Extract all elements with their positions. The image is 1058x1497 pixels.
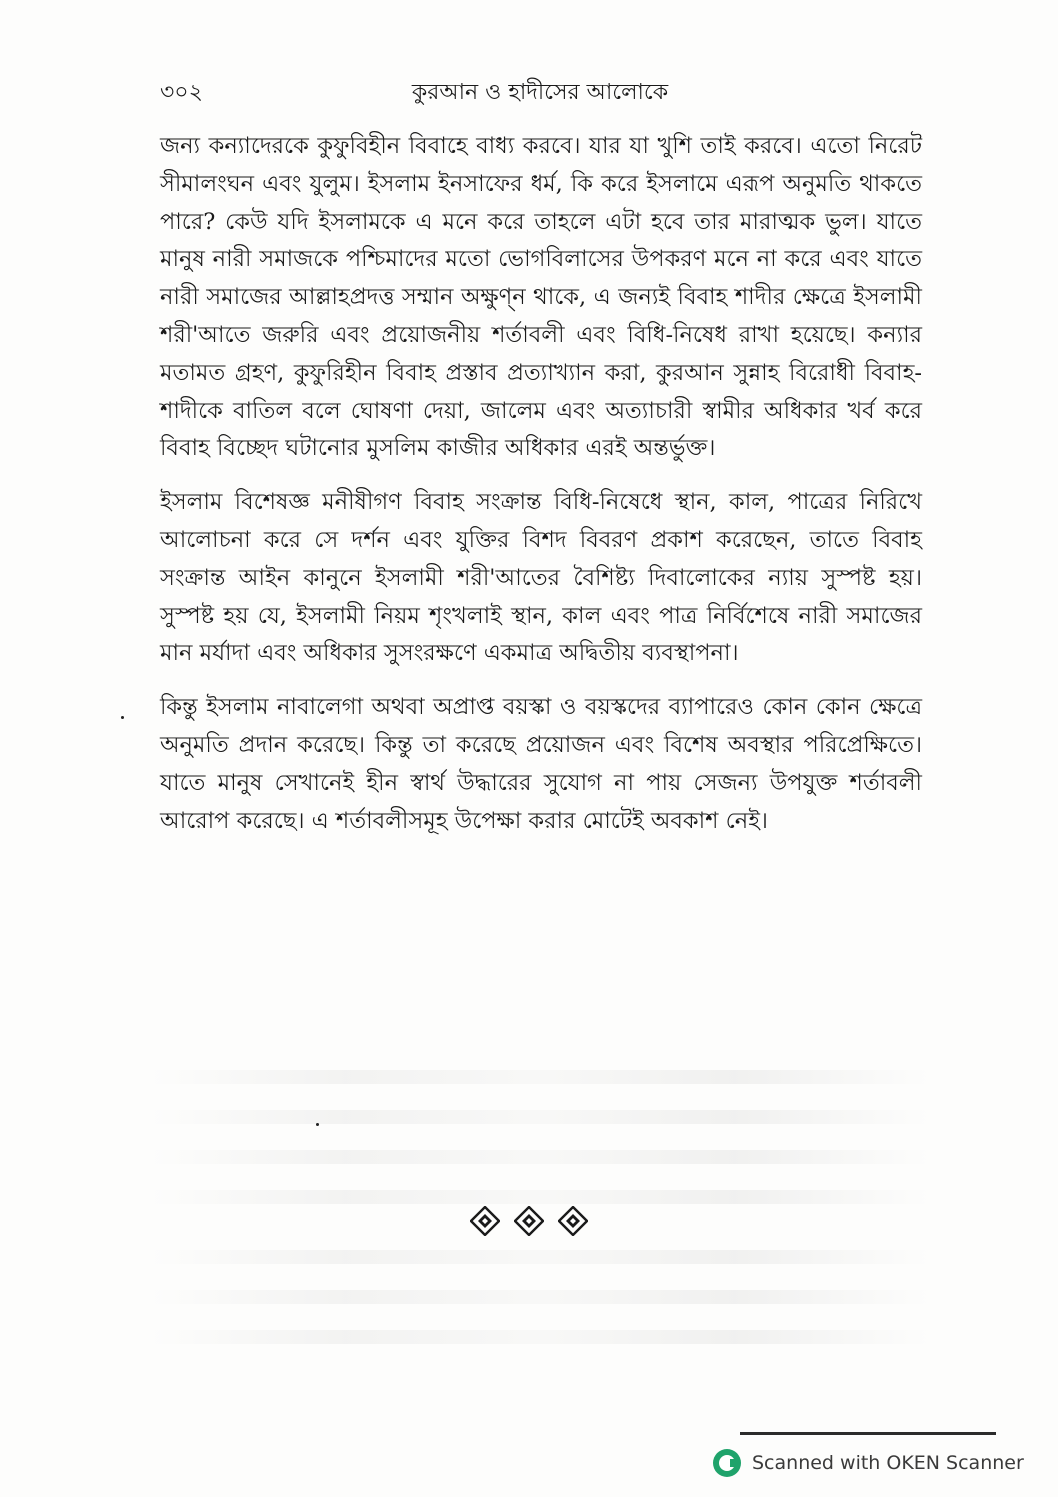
scanner-watermark [712, 1446, 1024, 1480]
page-header [160, 78, 920, 112]
diamond-ornament-icon [514, 1206, 544, 1236]
show-through-mark [150, 1070, 930, 1084]
paragraph: কিন্তু ইসলাম নাবালেগা অথবা অপ্রাপ্ত বয়স্কা ও বয়স্কদের ব্যাপারেও কোন কোন ক্ষেত্রে অনুমতি প্রদান করেছে। কিন্তু তা করেছে প্রয়োজন এবং বিশেষ অবস্থার পরিপ্রেক্ষিতে। যাতে মানুষ সেখানেই হীন স্বার্থ উদ্ধারের সুযোগ না পায় সেজন্য উপযুক্ত শর্তাবলী আরোপ করেছে। এ শর্তাবলীসমূহ উপেক্ষা করার মোটেই অবকাশ নেই। [160, 694, 922, 834]
diamond-ornament-icon [470, 1206, 500, 1236]
running-title: কুরআন ও হাদীসের আলোকে [411, 80, 669, 105]
show-through-mark [150, 1190, 930, 1204]
show-through-mark [150, 1110, 930, 1124]
dust-speck [316, 1123, 319, 1126]
show-through-mark [150, 1250, 930, 1264]
page-number: ৩০২ [160, 80, 203, 105]
scanner-label: Scanned with OKEN Scanner [752, 1452, 1024, 1474]
show-through-mark [150, 1330, 930, 1344]
oken-scanner-logo-icon [712, 1448, 742, 1478]
footer-rule [740, 1432, 996, 1435]
section-end-ornament [0, 1206, 1058, 1236]
diamond-ornament-icon [558, 1206, 588, 1236]
show-through-mark [150, 1290, 930, 1304]
paragraph: জন্য কন্যাদেরকে কুফুবিহীন বিবাহে বাধ্য করবে। যার যা খুশি তাই করবে। এতো নিরেট সীমালংঘন এবং যুলুম। ইসলাম ইনসাফের ধর্ম, কি করে ইসলামে এরূপ অনুমতি থাকতে পারে? কেউ যদি ইসলামকে এ মনে করে তাহলে এটা হবে তার মারাত্মক ভুল। যাতে মানুষ নারী সমাজকে পশ্চিমাদের মতো ভোগবিলাসের উপকরণ মনে না করে এবং যাতে নারী সমাজের আল্লাহপ্রদত্ত সম্মান অক্ষুণ্ন থাকে, এ জন্যই বিবাহ শাদীর ক্ষেত্রে ইসলামী শরী'আতে জরুরি এবং প্রয়োজনীয় শর্তাবলী এবং বিধি-নিষেধ রাখা হয়েছে। কন্যার মতামত গ্রহণ, কুফুরিহীন বিবাহ প্রস্তাব প্রত্যাখ্যান করা, কুরআন সুন্নাহ বিরোধী বিবাহ-শাদীকে বাতিল বলে ঘোষণা দেয়া, জালেম এবং অত্যাচারী স্বামীর অধিকার খর্ব করে বিবাহ বিচ্ছেদ ঘটানোর মুসলিম কাজীর অধিকার এরই অন্তর্ভুক্ত। [160, 133, 922, 462]
dust-speck [121, 716, 124, 719]
show-through-mark [150, 1150, 930, 1164]
paragraph: ইসলাম বিশেষজ্ঞ মনীষীগণ বিবাহ সংক্রান্ত বিধি-নিষেধে স্থান, কাল, পাত্রের নিরিখে আলোচনা করে সে দর্শন এবং যুক্তির বিশদ বিবরণ প্রকাশ করেছেন, তাতে বিবাহ সংক্রান্ত আইন কানুনে ইসলামী শরী'আতের বৈশিষ্ট্য দিবালোকের ন্যায় সুস্পষ্ট হয়। সুস্পষ্ট হয় যে, ইসলামী নিয়ম শৃংখলাই স্থান, কাল এবং পাত্র নির্বিশেষে নারী সমাজের মান মর্যাদা এবং অধিকার সুসংরক্ষণে একমাত্র অদ্বিতীয় ব্যবস্থাপনা। [160, 489, 922, 667]
body-text [160, 128, 922, 856]
